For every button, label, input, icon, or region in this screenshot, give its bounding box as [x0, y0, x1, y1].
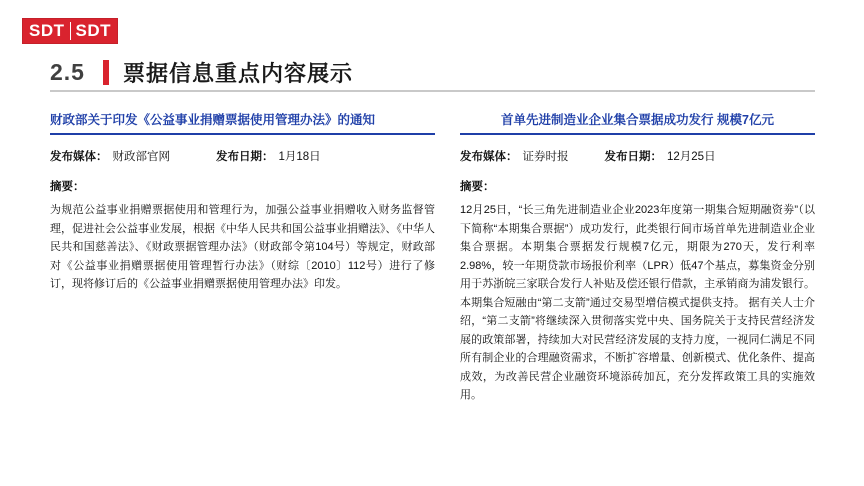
- date-label: 发布日期：: [604, 151, 662, 163]
- article-meta: [50, 148, 435, 164]
- logo-right-text: SDT: [75, 21, 111, 40]
- article-column-right: [460, 112, 815, 405]
- abstract-label: 摘要：: [460, 181, 495, 193]
- logo: [22, 18, 118, 44]
- section-number: 2.5: [50, 59, 85, 85]
- logo-divider: [70, 22, 71, 40]
- media-label: 发布媒体：: [50, 151, 108, 163]
- title-divider: [50, 90, 815, 92]
- section-title: 票据信息重点内容展示: [122, 61, 353, 86]
- date-value: 12月25日: [667, 151, 716, 163]
- abstract-label: 摘要：: [50, 181, 85, 193]
- article-headline[interactable]: 首单先进制造业企业集合票据成功发行 规模7亿元: [460, 112, 815, 135]
- article-meta: [460, 148, 815, 164]
- media-value: 证券时报: [522, 151, 569, 163]
- abstract-body: 为规范公益事业捐赠票据使用和管理行为，加强公益事业捐赠收入财务监督管理，促进社会公益事业发展，根据《中华人民共和国公益事业捐赠法》、《中华人民共和国慈善法》、《财政票据管理办法》（财政部令第104号）等规定，财政部对《公益事业捐赠票据使用管理暂行办法》（财综〔2010〕112号）进行了修订，现将修订后的《公益事业捐赠票据使用管理办法》印发。: [50, 204, 435, 290]
- media-value: 财政部官网: [112, 151, 170, 163]
- date-value: 1月18日: [278, 151, 321, 163]
- article-column-left: [50, 112, 435, 294]
- logo-left-text: SDT: [29, 21, 65, 40]
- abstract-body: 12月25日，“长三角先进制造业企业2023年度第一期集合短期融资劵”（以下简称“本期集合票据”）成功发行，此类银行间市场首单先进制造业企业集合票据。本期集合票据发行规模7亿元，期限为270天，发行利率2.98%，较一年期贷款市场报价利率（LPR）低47个基点，募集资金分别用于苏浙皖三家联合发行人补贴及偿还银行借款，主承销商为浦发银行。本期集合短融由“第二支箭”通过交易型增信模式提供支持。 据有关人士介绍，“第二支箭”将继续深入贯彻落实党中央、国务院关于支持民营经济发展的政策部署，持续加大对民营经济发展的支持力度，一视同仁满足不同所有制企业的合理融资需求，不断扩容增量、创新模式、优化条件、提高成效，为改善民营企业融资环境添砖加瓦，充分发挥政策工具的实施效用。: [460, 204, 815, 401]
- date-label: 发布日期：: [216, 151, 274, 163]
- page-title: [50, 57, 353, 88]
- title-accent-bar: [103, 60, 109, 85]
- article-headline[interactable]: 财政部关于印发《公益事业捐赠票据使用管理办法》的通知: [50, 112, 435, 135]
- media-label: 发布媒体：: [460, 151, 518, 163]
